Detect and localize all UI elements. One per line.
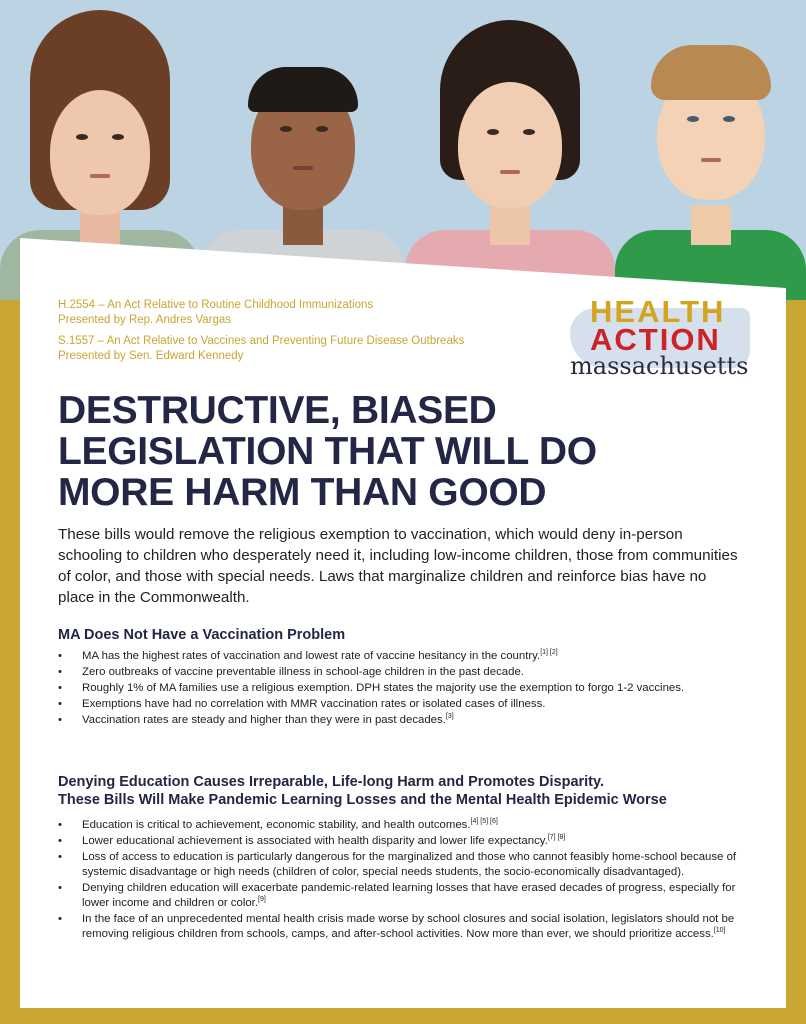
intro-paragraph: These bills would remove the religious exemption to vaccination, which would deny in-person schooling to children who desperately need it, including low-income children, those from communities of color, and those with special needs. Laws that marginalize children and reinforce bias have no place in the Commonwealth.: [58, 526, 738, 606]
page-title: DESTRUCTIVE, BIASED LEGISLATION THAT WILL DO MORE HARM THAN GOOD: [58, 389, 597, 514]
list-item-text: Lower educational achievement is associated with health disparity and lower life expectancy.: [82, 835, 548, 847]
list-item: [58, 912, 758, 942]
list-item: [58, 713, 758, 728]
citation-refs: [9]: [258, 896, 266, 904]
bill-title: S.1557 – An Act Relative to Vaccines and Preventing Future Disease Outbreaks: [58, 335, 465, 347]
citation-refs: [3]: [445, 713, 454, 721]
list-item: [58, 649, 758, 664]
citation-refs: [10]: [713, 927, 726, 935]
section-heading-2-line2: These Bills Will Make Pandemic Learning Losses and the Mental Health Epidemic Worse: [58, 792, 667, 808]
list-item-text: Exemptions have had no correlation with MMR vaccination rates or isolated cases of illness.: [82, 698, 546, 710]
bullet-list-2: [58, 818, 758, 943]
bill-reference-1: [58, 298, 373, 328]
child-portrait-4: [615, 15, 806, 300]
section-heading-1: MA Does Not Have a Vaccination Problem: [58, 627, 346, 643]
list-item-text: Vaccination rates are steady and higher than they were in past decades.: [82, 714, 446, 726]
list-item-text: Education is critical to achievement, economic stability, and health outcomes.: [82, 819, 471, 831]
list-item: [58, 881, 758, 911]
list-item: [58, 665, 758, 680]
bill-title: H.2554 – An Act Relative to Routine Childhood Immunizations: [58, 299, 374, 311]
list-item-text: Loss of access to education is particularly dangerous for the marginalized and those who cannot feasibly home-school because of systemic disadvantage or high needs (children of color, special needs students, the socio-economically disadvantaged).: [82, 851, 737, 878]
logo-health: HEALTH: [590, 294, 726, 329]
list-item: [58, 818, 758, 833]
list-item-text: Roughly 1% of MA families use a religious exemption. DPH states the majority use the exemption to forgo 1-2 vaccines.: [82, 682, 685, 694]
list-item-text: Zero outbreaks of vaccine preventable illness in school-age children in the past decade.: [82, 666, 524, 678]
bill-sponsor: Presented by Sen. Edward Kennedy: [58, 350, 244, 362]
list-item-text: In the face of an unprecedented mental health crisis made worse by school closures and social isolation, legislators should not be removing religious children from schools, camps, and after-school activities. Now more than ever, we should prioritize access.: [82, 913, 735, 940]
health-action-logo: [570, 294, 760, 384]
citation-refs: [7] [8]: [547, 834, 566, 842]
section-heading-2-line1: Denying Education Causes Irreparable, Life-long Harm and Promotes Disparity.: [58, 774, 605, 790]
list-item: [58, 681, 758, 696]
list-item: [58, 850, 758, 880]
citation-refs: [4] [5] [6]: [470, 818, 498, 826]
bill-reference-2: [58, 334, 464, 364]
bill-sponsor: Presented by Rep. Andres Vargas: [58, 314, 232, 326]
logo-massachusetts: massachusetts: [570, 352, 749, 380]
list-item: [58, 697, 758, 712]
list-item-text: MA has the highest rates of vaccination and lowest rate of vaccine hesitancy in the country.: [82, 650, 541, 662]
citation-refs: [1] [2]: [540, 649, 558, 657]
list-item: [58, 834, 758, 849]
child-portrait-3: [405, 15, 615, 300]
list-item-text: Denying children education will exacerbate pandemic-related learning losses that have erased decades of progress, especially for lower income and children or color.: [82, 882, 736, 909]
bullet-list-1: [58, 649, 758, 729]
section-heading-2: [58, 773, 667, 809]
logo-action: ACTION: [590, 322, 721, 357]
